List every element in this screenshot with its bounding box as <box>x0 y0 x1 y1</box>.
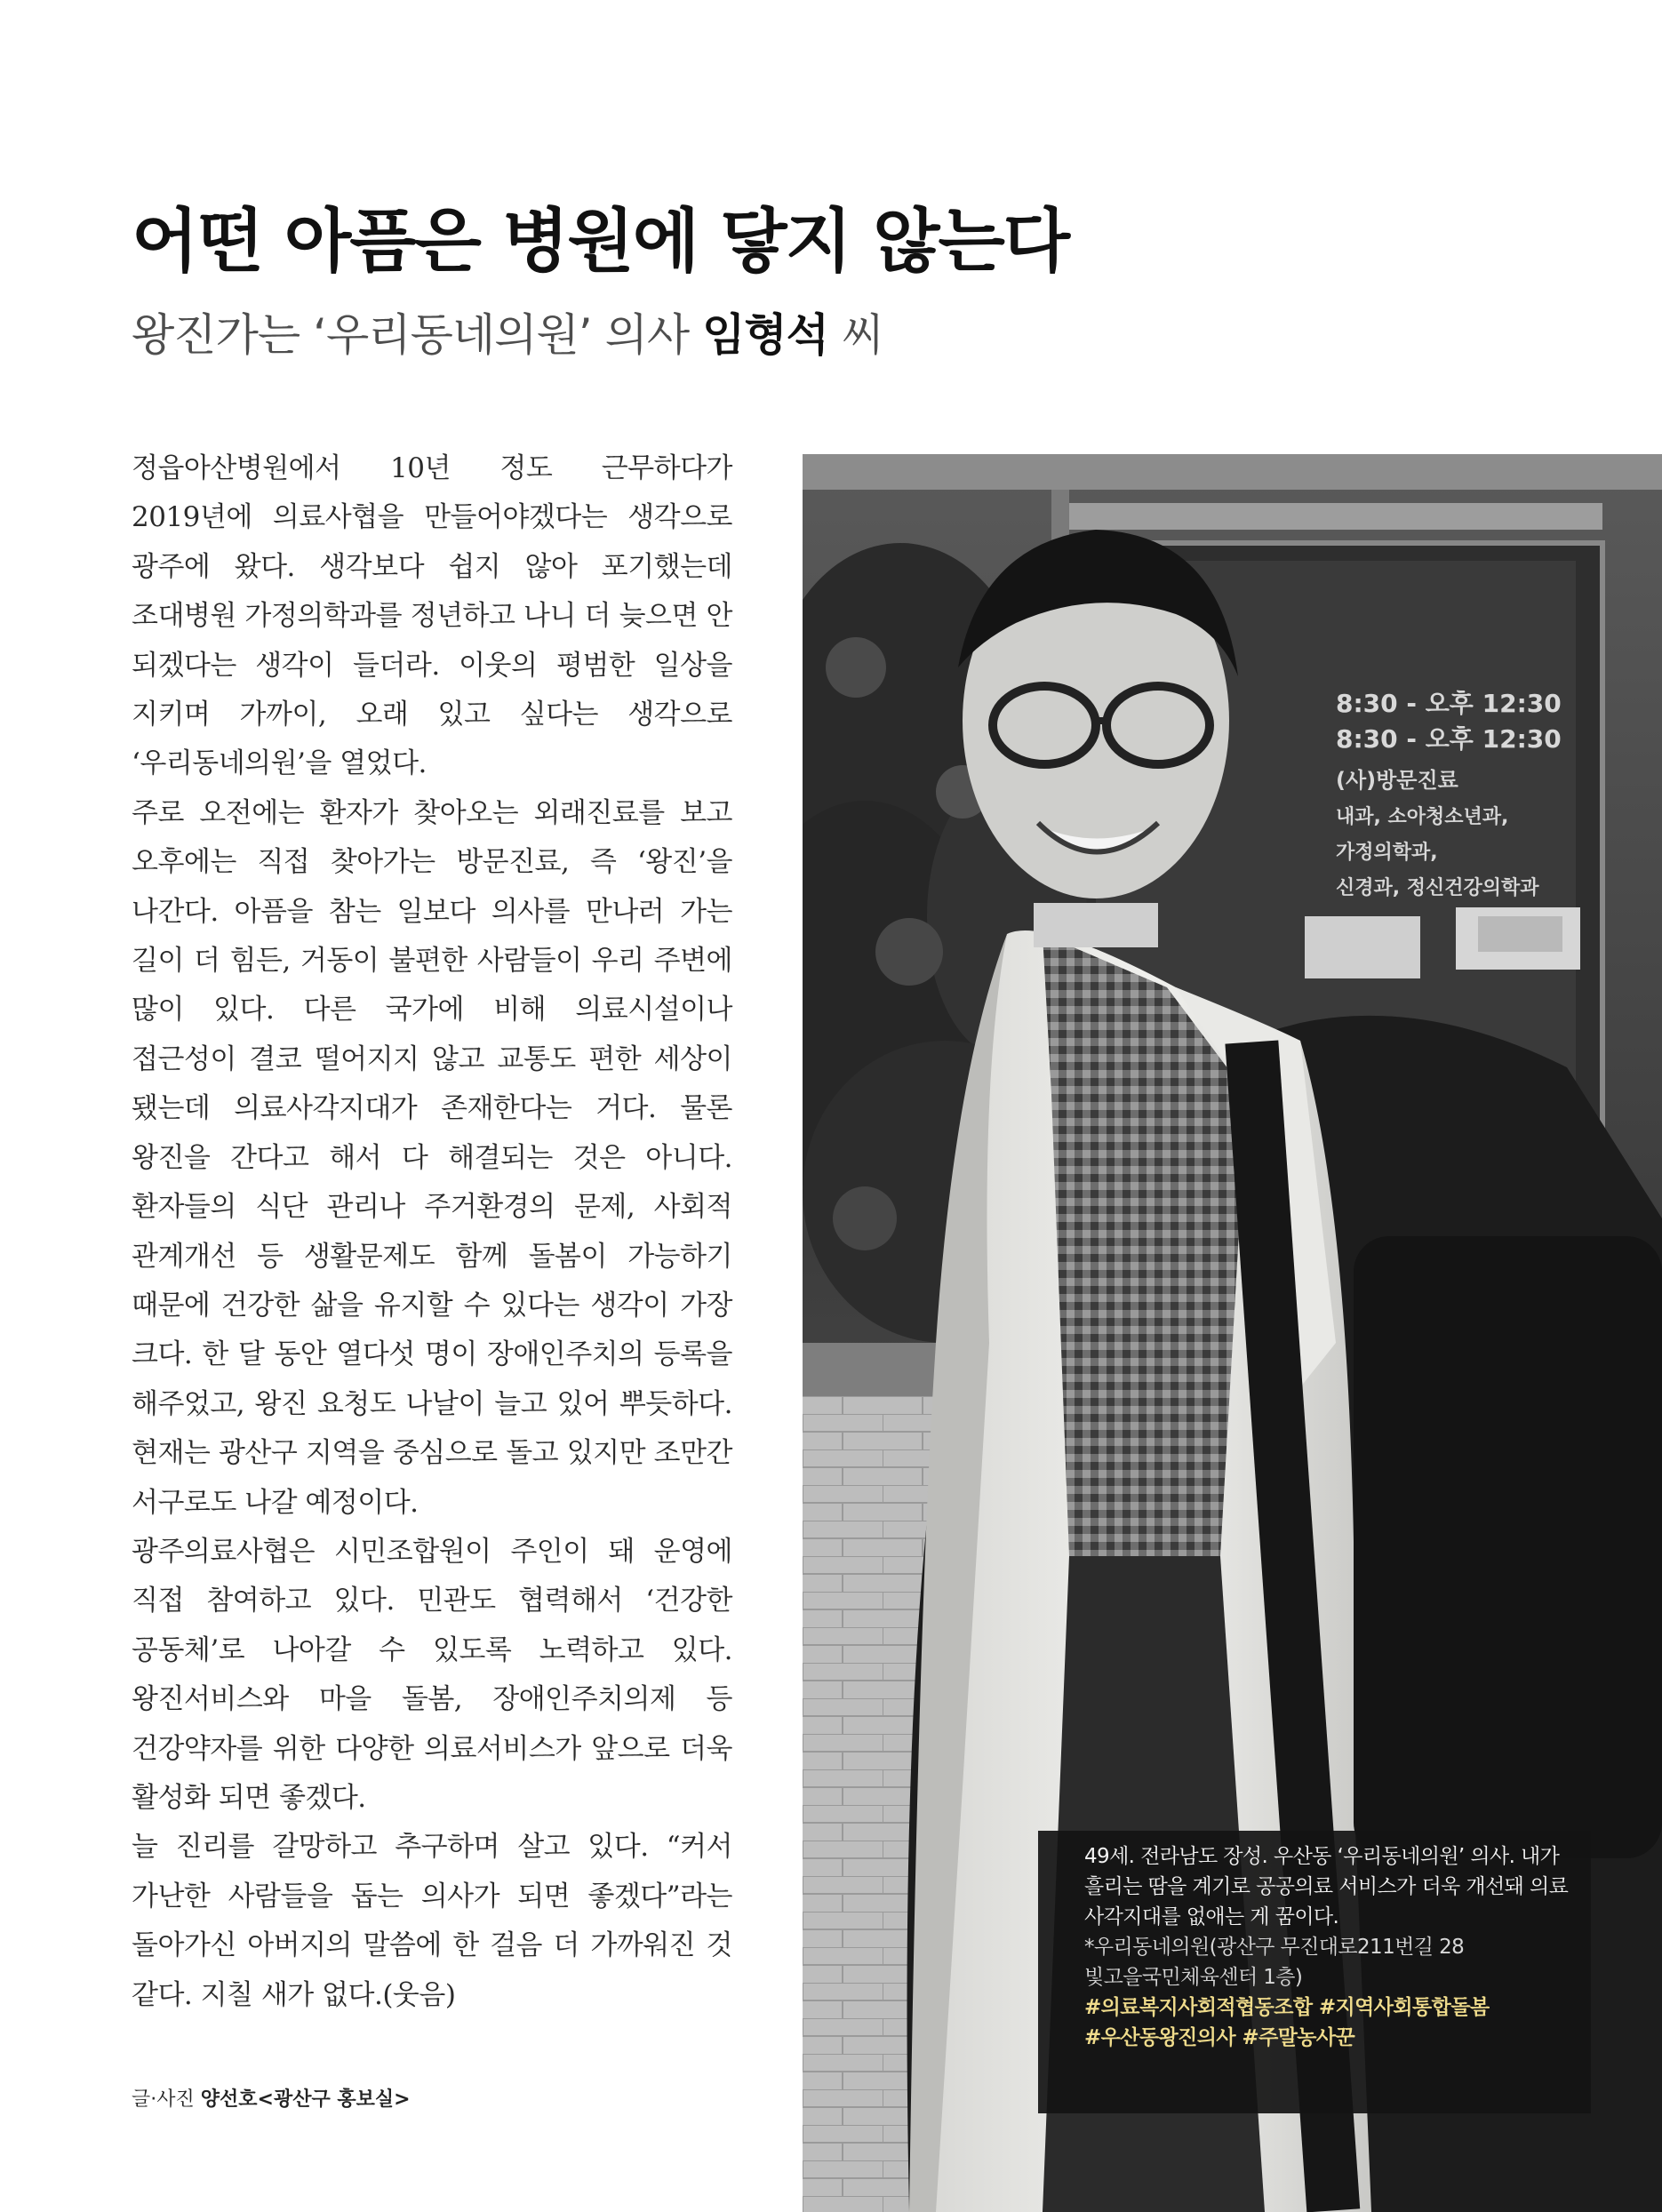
caption-hashtags-1: #의료복지사회적협동조합 #지역사회통합돌봄 <box>1084 1996 1490 2019</box>
subhead-prefix: 왕진가는 ‘우리동네의원’ 의사 <box>132 309 703 361</box>
subhead-suffix: 씨 <box>827 309 884 361</box>
sign-text-1: 8:30 - 오후 12:30 <box>1336 689 1562 718</box>
body-paragraph-1: 정읍아산병원에서 10년 정도 근무하다가 2019년에 의료사협을 만들어야겠다는 생각으로 광주에 왔다. 생각보다 쉽지 않아 포기했는데 조대병원 가정의학과를 정년하고 나니 더 늦으면 안 되겠다는 생각이 들더라. 이웃의 평범한 일상을 지키며 가까이, 오래 있고 싶다는 생각으로 ‘우리동네의원’을 열었다. <box>132 452 732 780</box>
sign-text-6: 신경과, 정신건강의학과 <box>1336 877 1539 899</box>
body-paragraph-4: 늘 진리를 갈망하고 추구하며 살고 있다. “커서 가난한 사람들을 돕는 의사가 되면 좋겠다”라는 돌아가신 아버지의 말씀에 한 걸음 더 가까워진 것 같다. 지칠 새가 없다.(웃음) <box>132 1831 732 2011</box>
body-paragraph-2: 주로 오전에는 환자가 찾아오는 외래진료를 보고 오후에는 직접 찾아가는 방문진료, 즉 ‘왕진’을 나간다. 아픔을 참는 일보다 의사를 만나러 가는 길이 더 힘든, 거동이 불편한 사람들이 우리 주변에 많이 있다. 다른 국가에 비해 의료시설이나 접근성이 결코 떨어지지 않고 교통도 편한 세상이 됐는데 의료사각지대가 존재한다는 거다. 물론 왕진을 간다고 해서 다 해결되는 것은 아니다. 환자들의 식단 관리나 주거환경의 문제, 사회적 관계개선 등 생활문제도 함께 돌봄이 가능하기 때문에 건강한 삶을 유지할 수 있다는 생각이 가장 크다. 한 달 동안 열다섯 명이 장애인주치의 등록을 해주었고, 왕진 요청도 나날이 늘고 있어 뿌듯하다. 현재는 광산구 지역을 중심으로 돌고 있지만 조만간 서구로도 나갈 예정이다. <box>132 796 732 1519</box>
subhead-person-name: 임형석 <box>702 309 828 361</box>
credit-prefix: 글·사진 <box>132 2088 201 2111</box>
credit-author: 양선호 <box>200 2088 258 2111</box>
article-subhead <box>132 302 883 368</box>
sign-text-3: (사)방문진료 <box>1336 768 1458 793</box>
body-paragraph-3: 광주의료사협은 시민조합원이 주인이 돼 운영에 직접 참여하고 있다. 민관도 협력해서 ‘건강한 공동체’로 나아갈 수 있도록 노력하고 있다. 왕진서비스와 마을 돌봄, 장애인주치의제 등 건강약자를 위한 다양한 의료서비스가 앞으로 더욱 활성화 되면 좋겠다. <box>132 1535 732 1814</box>
caption-bio: 49세. 전라남도 장성. 우산동 ‘우리동네의원’ 의사. 내가 흘리는 땀을 계기로 공공의료 서비스가 더욱 개선돼 의료 사각지대를 없애는 게 꿈이다. <box>1084 1845 1569 1929</box>
sign-text-2: 8:30 - 오후 12:30 <box>1336 724 1562 754</box>
credit-affiliation: <광산구 홍보실> <box>257 2088 411 2111</box>
sign-text-4: 내과, 소아청소년과, <box>1336 806 1509 828</box>
caption-hashtags-2: #우산동왕진의사 #주말농사꾼 <box>1084 2026 1355 2049</box>
article-body <box>132 444 732 2020</box>
caption-address: *우리동네의원(광산구 무진대로211번길 28 빛고을국민체육센터 1층) <box>1084 1936 1465 1989</box>
article-headline: 어떤 아픔은 병원에 닿지 않는다 <box>132 202 1069 282</box>
photo-writer-credit <box>132 2087 411 2113</box>
sign-text-5: 가정의학과, <box>1336 842 1438 864</box>
photo-caption-box <box>1038 1831 1591 2113</box>
